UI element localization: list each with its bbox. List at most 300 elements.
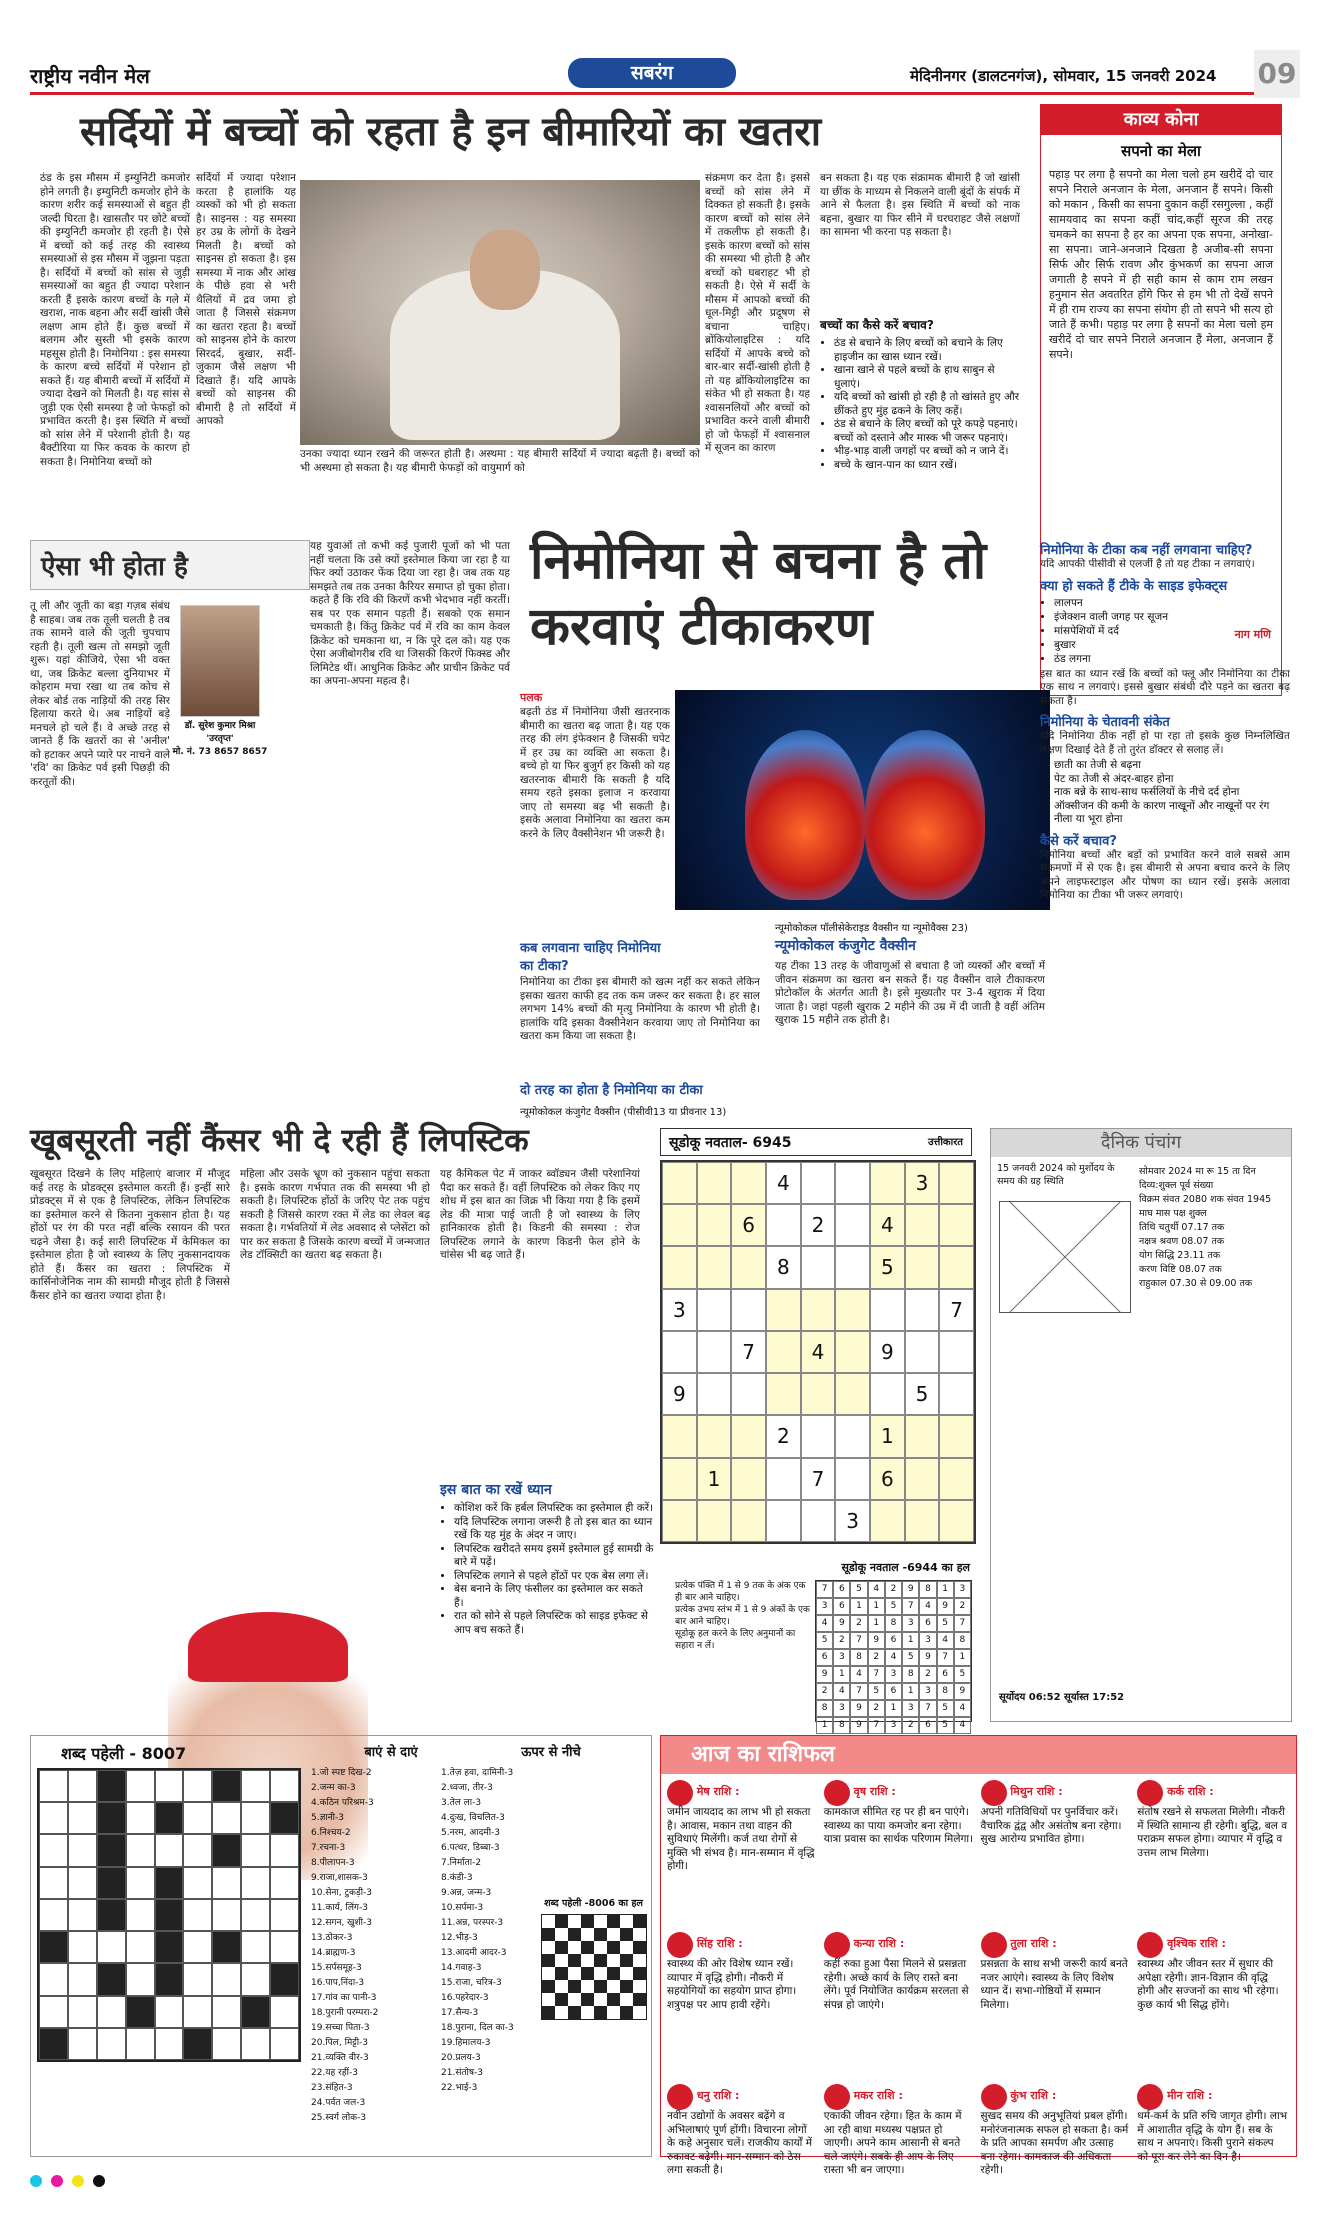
sudoku-cell[interactable] <box>662 1415 697 1457</box>
crossword-cell[interactable] <box>68 1770 97 1802</box>
crossword-cell[interactable] <box>270 1834 299 1866</box>
sudoku-answer-cell: 1 <box>833 1666 850 1683</box>
rashi-card <box>824 1932 974 2080</box>
sudoku-cell[interactable] <box>835 1331 870 1373</box>
sudoku-cell[interactable] <box>697 1246 732 1288</box>
crossword-cell[interactable] <box>97 1899 126 1931</box>
page-number: 09 <box>1254 50 1300 98</box>
crossword-cell[interactable] <box>212 1963 241 1995</box>
sudoku-cell[interactable] <box>905 1331 940 1373</box>
sudoku-cell[interactable] <box>766 1331 801 1373</box>
sudoku-answer-cell: 2 <box>868 1700 885 1717</box>
sudoku-cell[interactable] <box>766 1204 801 1246</box>
red-hat-shape <box>188 1612 348 1682</box>
crossword-grid <box>37 1768 301 2062</box>
story3-sub1-text: निमोनिया का टीका इस बीमारी को खत्म नहीं कर सकते लेकिन इसका खतरा काफी हद तक कम जरूर कर सकता है। हर साल लगभग 14% बच्चों की मृत्यु निमोनिया के कारण भी होती है। हालांकि यदि इसका वैक्सीनेशन करवाया जाए तो निमोनिया का खतरा कम किया जा सकता है। <box>520 976 760 1042</box>
rashi-card <box>824 2084 974 2232</box>
story3-sub1: कब लगवाना चाहिए निमोनिया का टीका? <box>520 941 661 974</box>
sudoku-cell[interactable]: 7 <box>731 1331 766 1373</box>
page-header <box>30 58 1295 95</box>
crossword-cell[interactable] <box>270 2028 299 2060</box>
crossword-cell[interactable] <box>212 2028 241 2060</box>
clue-item: 17.गांव का पानी-3 <box>311 1993 377 2003</box>
crossword-cell[interactable] <box>241 1770 270 1802</box>
sudoku-cell[interactable] <box>870 1162 905 1204</box>
sudoku-cell[interactable] <box>731 1500 766 1542</box>
crossword-cell[interactable] <box>241 1996 270 2028</box>
panchang-line: विक्रम संवत 2080 शक संवत 1945 <box>1139 1194 1272 1205</box>
sudoku-cell[interactable] <box>870 1289 905 1331</box>
sudoku-cell[interactable] <box>835 1415 870 1457</box>
poem-box-title: काव्य कोना <box>1041 105 1281 135</box>
list-item: • रात को सोने से पहले लिपस्टिक को साइड इफेक्ट से आप बच सकते हैं। <box>454 1610 654 1637</box>
sudoku-cell[interactable]: 6 <box>731 1204 766 1246</box>
sudoku-answer-cell: 9 <box>816 1666 833 1683</box>
sudoku-cell[interactable]: 8 <box>766 1246 801 1288</box>
zodiac-icon <box>824 1780 850 1806</box>
crossword-cell[interactable] <box>39 1770 68 1802</box>
side-head-2: क्या हो सकते हैं टीके के साइड इफेक्ट्स <box>1040 578 1228 594</box>
side-text-2: इस बात का ध्यान रखें कि बच्चों को फ्लू और निमोनिया का टीका एक साथ न लगवाएं। इससे बुखार संबंधी दौरे पड़ने का खतरा बढ़ सकता है। <box>1040 667 1290 707</box>
sudoku-answer-cell: 8 <box>816 1700 833 1717</box>
sudoku-cell[interactable]: 1 <box>870 1415 905 1457</box>
clue-item: 17.सैन्य-3 <box>441 2008 479 2018</box>
crossword-cell[interactable] <box>39 1899 68 1931</box>
crossword-cell[interactable] <box>270 1899 299 1931</box>
crossword-cell[interactable] <box>68 1802 97 1834</box>
crossword-cell[interactable] <box>126 1899 155 1931</box>
crossword-cell[interactable] <box>212 1996 241 2028</box>
sudoku-cell[interactable]: 1 <box>697 1458 732 1500</box>
crossword-cell[interactable] <box>155 1963 184 1995</box>
story3-sidebar <box>1040 540 1290 1180</box>
sudoku-cell[interactable] <box>905 1458 940 1500</box>
crossword-cell[interactable] <box>97 1867 126 1899</box>
sudoku-cell[interactable] <box>939 1246 974 1288</box>
crossword-cell[interactable] <box>155 1996 184 2028</box>
sudoku-cell[interactable]: 4 <box>766 1162 801 1204</box>
rashi-name: सिंह राशि : <box>693 1937 743 1950</box>
crossword-cell[interactable] <box>39 1867 68 1899</box>
crossword-cell[interactable] <box>183 1834 212 1866</box>
list-item: • बुखार <box>1054 638 1290 652</box>
crossword-cell[interactable] <box>68 1834 97 1866</box>
story3-intro: बढ़ती ठंड में निमोनिया जैसी खतरनाक बीमारी का खतरा बढ़ जाता है। यह एक तरह की लंग इंफेक्शन है जिसकी चपेट में हर उम्र का व्यक्ति आ सकता है। बच्चे हो या फिर बुजुर्ग हर किसी को यह खतरनाक बीमारी कि सकती है यदि समय रहते इसका इलाज न करवाया जाए तो समस्या बढ़ भी सकती है। इसके अलावा निमोनिया का खतरा कम करने के लिए वैक्सीनेशन भी जरूरी है। <box>520 706 670 840</box>
crossword-cell[interactable] <box>68 2028 97 2060</box>
story4-care-subhead: इस बात का रखें ध्यान <box>440 1482 552 1498</box>
clue-item: 12.सगन, खुशी-3 <box>311 1918 372 1928</box>
sudoku-cell[interactable] <box>731 1246 766 1288</box>
clue-item: 19.हिमालय-3 <box>441 2038 491 2048</box>
crossword-cell[interactable] <box>68 1996 97 2028</box>
sudoku-answer-cell: 9 <box>954 1683 971 1700</box>
crossword-cell[interactable] <box>39 1996 68 2028</box>
clue-item: 1.तेज़ हवा, दामिनी-3 <box>441 1768 514 1778</box>
list-item: • छाती का तेजी से बढ़ना <box>1054 759 1290 773</box>
crossword-cell[interactable] <box>241 1802 270 1834</box>
sudoku-cell[interactable] <box>939 1500 974 1542</box>
sudoku-cell[interactable] <box>697 1204 732 1246</box>
sudoku-answer-title: सूडोकू नवताल -6944 का हल <box>841 1561 970 1574</box>
story4-care-list <box>440 1502 654 1637</box>
rashi-card <box>981 1932 1131 2080</box>
sudoku-cell[interactable] <box>835 1289 870 1331</box>
sudoku-answer-cell: 1 <box>885 1700 902 1717</box>
crossword-cell[interactable] <box>270 1867 299 1899</box>
story1-col2: सर्दियों में ज्यादा परेशान करता है हालांकि यह व्यस्कों को भी हो सकता है। साइनस : यह समस्या हर उम्र के लोगों के देखने मिलती है। बच्चों को साइनस हो सकता है। इस समस्या में नाक और आंख के पीछे हवा से भरी थैलियों में द्रव जमा हो जाता है जिससे संक्रमण का खतरा रहता है। बच्चों को साइनस होने के कारण सिरदर्द, बुखार, सर्दी-जुकाम जैसे लक्षण भी दिखाते हैं। यदि आपके बच्चों को साइनस की बीमारी है तो सर्दियों में आपको <box>196 172 296 427</box>
rashi-name: धनु राशि : <box>693 2089 740 2102</box>
clue-item: 6.निश्चय-2 <box>311 1828 351 1838</box>
sudoku-cell[interactable] <box>939 1415 974 1457</box>
crossword-cell[interactable] <box>126 1802 155 1834</box>
crossword-cell[interactable] <box>126 1963 155 1995</box>
sudoku-cell[interactable] <box>662 1162 697 1204</box>
rashi-name: कर्क राशि : <box>1163 1785 1214 1798</box>
crossword-cell[interactable] <box>212 1802 241 1834</box>
clue-item: 16.पहरेदार-3 <box>441 1993 489 2003</box>
sudoku-cell[interactable]: 3 <box>905 1162 940 1204</box>
zodiac-icon <box>667 2084 693 2110</box>
yellow-dot <box>72 2175 84 2187</box>
sudoku-cell[interactable] <box>731 1373 766 1415</box>
sudoku-cell[interactable]: 3 <box>835 1500 870 1542</box>
sudoku-cell[interactable] <box>939 1331 974 1373</box>
crossword-cell[interactable] <box>155 1770 184 1802</box>
crossword-cell[interactable] <box>39 2028 68 2060</box>
crossword-cell[interactable] <box>97 1770 126 1802</box>
clue-item: 24.पर्वत जल-3 <box>311 2098 366 2108</box>
sudoku-cell[interactable] <box>835 1204 870 1246</box>
sudoku-cell[interactable] <box>835 1162 870 1204</box>
sudoku-cell[interactable] <box>801 1500 836 1542</box>
sudoku-answer-cell: 6 <box>885 1683 902 1700</box>
sudoku-cell[interactable] <box>766 1500 801 1542</box>
story4-col3: यह कैमिकल पेट में जाकर ब्वॉड्यन जैसी परेशानियां पैदा कर सकते हैं। वहीं लिपस्टिक को लेकर किए गए शोध में इस बात का जिक्र भी किया गया है कि इसमें लेड की मात्रा पाई जाती है जो स्वास्थ्य के लिए हानिकारक होती है। किडनी की समस्या : रोज लिपस्टिक लगाने के कारण किडनी फेल होने के चांसेस भी बढ़ जाते हैं। <box>440 1168 640 1261</box>
rashi-card <box>667 1932 817 2080</box>
crossword-cell[interactable] <box>68 1963 97 1995</box>
crossword-cell[interactable] <box>241 1963 270 1995</box>
sudoku-answer-cell: 1 <box>868 1598 885 1615</box>
sudoku-answer-cell: 2 <box>868 1649 885 1666</box>
sudoku-cell[interactable] <box>731 1458 766 1500</box>
crossword-cell[interactable] <box>183 1931 212 1963</box>
crossword-cell[interactable] <box>155 1834 184 1866</box>
rashi-text: अपनी गतिविधियों पर पुनर्विचार करें। वैचारिक द्वंद्व और असंतोष बना रहेगा। सुख आरोग्य प्रभावित होगा। <box>980 1806 1122 1845</box>
clue-item: 8.कंडी-3 <box>441 1873 473 1883</box>
crossword-cell[interactable] <box>97 1834 126 1866</box>
sudoku-cell[interactable] <box>662 1246 697 1288</box>
sudoku-cell[interactable] <box>662 1458 697 1500</box>
sudoku-cell[interactable] <box>697 1331 732 1373</box>
sudoku-cell[interactable] <box>870 1373 905 1415</box>
sudoku-answer-cell: 9 <box>902 1581 919 1598</box>
crossword-cell[interactable] <box>241 1899 270 1931</box>
sudoku-cell[interactable]: 9 <box>662 1373 697 1415</box>
story1-photo-child-sneezing <box>300 180 700 445</box>
sudoku-cell[interactable]: 2 <box>801 1204 836 1246</box>
crossword-cell[interactable] <box>126 2028 155 2060</box>
rashi-text: संतोष रखने से सफलता मिलेगी। नौकरी में स्थिति सामान्य ही रहेगी। बुद्धि, बल व पराक्रम सफल होगा। व्यापार में वृद्धि व उत्तम लाभ मिलेगा। <box>1137 1806 1288 1859</box>
sudoku-cell[interactable] <box>939 1458 974 1500</box>
sudoku-title-bar <box>660 1128 972 1156</box>
sudoku-answer-cell: 3 <box>902 1700 919 1717</box>
rule-item: प्रत्येक उभय स्तंभ में 1 से 9 अंकों के एक बार आने चाहिए। <box>675 1605 810 1627</box>
sudoku-cell[interactable]: 5 <box>905 1373 940 1415</box>
sudoku-cell[interactable] <box>905 1204 940 1246</box>
sudoku-answer-cell: 2 <box>833 1632 850 1649</box>
sudoku-cell[interactable] <box>905 1246 940 1288</box>
sudoku-cell[interactable] <box>835 1373 870 1415</box>
zodiac-icon <box>981 1932 1007 1958</box>
clue-item: 16.पाप,निंदा-3 <box>311 1978 365 1988</box>
story3-sub3: न्यूमोकोकल कंजुगेट वैक्सीन <box>775 938 916 954</box>
sudoku-cell[interactable] <box>662 1500 697 1542</box>
crossword-cell[interactable] <box>212 1931 241 1963</box>
story1-bullets <box>820 337 1020 472</box>
zodiac-icon <box>824 2084 850 2110</box>
sudoku-cell[interactable] <box>801 1162 836 1204</box>
story3-byline: पलक <box>520 691 543 704</box>
sudoku-cell[interactable] <box>870 1500 905 1542</box>
list-item: • यदि बच्चों को खांसी हो रही है तो खांसते हुए और छींकते हुए मुंह ढकने के लिए कहें। <box>834 391 1020 418</box>
panchang-line: दिव्य:शुक्ल पूर्व संख्या <box>1139 1180 1214 1191</box>
sudoku-answer-cell: 1 <box>954 1649 971 1666</box>
crossword-cell[interactable] <box>183 1899 212 1931</box>
sudoku-cell[interactable] <box>905 1289 940 1331</box>
crossword-cell[interactable] <box>97 1996 126 2028</box>
crossword-cell[interactable] <box>183 1770 212 1802</box>
crossword-cell[interactable] <box>126 1834 155 1866</box>
sudoku-cell[interactable] <box>766 1289 801 1331</box>
sudoku-answer-cell: 3 <box>919 1632 936 1649</box>
down-title: ऊपर से नीचे <box>521 1745 581 1760</box>
crossword-cell[interactable] <box>212 1834 241 1866</box>
sudoku-cell[interactable] <box>731 1289 766 1331</box>
side-text-3: यदि निमोनिया ठीक नहीं हो पा रहा तो इसके कुछ निम्नलिखित लक्षण दिखाई देते हैं तो तुरंत डॉक्टर से सलाह लें। <box>1040 730 1290 756</box>
crossword-cell[interactable] <box>68 1867 97 1899</box>
sudoku-answer-cell: 2 <box>902 1717 919 1734</box>
sudoku-answer-cell: 5 <box>885 1598 902 1615</box>
sudoku-rules <box>675 1580 810 1652</box>
sudoku-cell[interactable] <box>835 1458 870 1500</box>
sudoku-cell[interactable] <box>662 1331 697 1373</box>
crossword-cell[interactable] <box>183 1963 212 1995</box>
sudoku-cell[interactable]: 3 <box>662 1289 697 1331</box>
sudoku-cell[interactable] <box>939 1373 974 1415</box>
crossword-cell[interactable] <box>39 1802 68 1834</box>
sudoku-answer-cell: 7 <box>868 1717 885 1734</box>
crossword-cell[interactable] <box>126 1996 155 2028</box>
sudoku-answer-cell: 4 <box>937 1632 954 1649</box>
sudoku-cell[interactable]: 6 <box>870 1458 905 1500</box>
rashi-text: नवीन उद्योगों के अवसर बढ़ेंगे व अभिलाषाएं पूर्ण होंगी। विचारना लोगों के कहे अनुसार चलें। राजकीय कार्यों में रुकावट बढ़ेगी। मान-सम्मान को ठेस लगा सकती है। <box>667 2110 813 2176</box>
clue-item: 21.व्यक्ति वीर-3 <box>311 2053 369 2063</box>
clue-item: 21.संतोष-3 <box>441 2068 484 2078</box>
sudoku-cell[interactable] <box>731 1415 766 1457</box>
sudoku-cell[interactable] <box>697 1373 732 1415</box>
crossword-cell[interactable] <box>183 2028 212 2060</box>
crossword-cell[interactable] <box>241 1867 270 1899</box>
sudoku-cell[interactable]: 7 <box>801 1458 836 1500</box>
sudoku-cell[interactable] <box>801 1289 836 1331</box>
crossword-cell[interactable] <box>270 1802 299 1834</box>
sudoku-grid <box>660 1160 976 1544</box>
sudoku-answer-cell: 7 <box>937 1649 954 1666</box>
sudoku-cell[interactable] <box>662 1204 697 1246</box>
story3-sub2-text: न्यूमोकोकल कंजुगेट वैक्सीन (पीसीवी13 या प्रीवनार 13) <box>520 1107 727 1118</box>
clue-item: 10.सर्पमा-3 <box>441 1903 484 1913</box>
black-dot <box>93 2175 105 2187</box>
crossword-cell[interactable] <box>155 1899 184 1931</box>
sudoku-cell[interactable] <box>801 1373 836 1415</box>
rashi-card <box>981 2084 1131 2232</box>
rashi-name: कुंभ राशि : <box>1006 2089 1057 2102</box>
zodiac-icon <box>667 1932 693 1958</box>
sudoku-answer-cell: 6 <box>919 1615 936 1632</box>
crossword-cell[interactable] <box>155 1931 184 1963</box>
sudoku-answer-cell: 3 <box>954 1581 971 1598</box>
rashi-text: स्वास्थ्य और जीवन स्तर में सुधार की अपेक्षा रहेगी। ज्ञान-विज्ञान की वृद्धि होगी और सज्जनों का साथ भी रहेगा। कुछ कार्य भी सिद्ध होंगे। <box>1137 1958 1279 2011</box>
sudoku-title: सूडोकू नवताल- 6945 <box>669 1135 792 1151</box>
rashi-text: जमीन जायदाद का लाभ भी हो सकता है। आवास, मकान तथा वाहन की सुविधाएं मिलेंगी। कर्ज तथा रोगों से मुक्ति भी संभव है। मान-सम्मान में वृद्धि होगी। <box>667 1806 815 1872</box>
sudoku-answer-cell: 3 <box>833 1700 850 1717</box>
panchang-box <box>990 1128 1292 1722</box>
panchang-line: नक्षत्र श्रवण 08.07 तक <box>1139 1236 1225 1247</box>
rashi-name: मकर राशि : <box>849 2089 903 2102</box>
sudoku-answer-cell: 1 <box>850 1598 867 1615</box>
crossword-cell[interactable] <box>68 1931 97 1963</box>
crossword-grid-wrap <box>37 1768 301 2062</box>
side-text-4: निमोनिया बच्चों और बड़ों को प्रभावित करने वाले सबसे आम संक्रमणों में से एक है। इस बीमारी से अपना बचाव करने के लिए अपने लाइफस्टाइल और पोषण का ध्यान रखें। इसके अलावा निमोनिया का टीका भी जरूर लगवाएं। <box>1040 848 1290 901</box>
crossword-cell[interactable] <box>241 1834 270 1866</box>
print-registration-bar <box>30 2172 1295 2184</box>
side-head-3: निमोनिया के चेतावनी संकेत <box>1040 715 1170 730</box>
sudoku-cell[interactable] <box>835 1246 870 1288</box>
crossword-cell[interactable] <box>270 1770 299 1802</box>
crossword-cell[interactable] <box>241 1931 270 1963</box>
sudoku-answer-cell: 5 <box>937 1717 954 1734</box>
sudoku-cell[interactable] <box>697 1500 732 1542</box>
crossword-cell[interactable] <box>212 1899 241 1931</box>
story3-headline: निमोनिया से बचना है तो करवाएं टीकाकरण <box>530 530 987 657</box>
sudoku-cell[interactable] <box>766 1458 801 1500</box>
crossword-cell[interactable] <box>126 1867 155 1899</box>
sudoku-cell[interactable] <box>766 1373 801 1415</box>
crossword-cell[interactable] <box>183 1802 212 1834</box>
rashi-text: प्रसन्नता के साथ सभी जरूरी कार्य बनते नजर आएंगे। स्वास्थ्य के लिए विशेष ध्यान दें। सभा-गोष्ठियों में सम्मान मिलेगा। <box>980 1958 1128 2011</box>
crossword-cell[interactable] <box>39 1963 68 1995</box>
sudoku-cell[interactable] <box>905 1500 940 1542</box>
sudoku-answer-cell: 8 <box>850 1649 867 1666</box>
crossword-cell[interactable] <box>68 1899 97 1931</box>
list-item: • बेस बनाने के लिए फंसीलर का इस्तेमाल कर सकते हैं। <box>454 1583 654 1610</box>
crossword-cell[interactable] <box>126 1770 155 1802</box>
clue-item: 19.सच्चा पिता-3 <box>311 2023 370 2033</box>
lungs-illustration <box>675 690 1050 910</box>
sudoku-answer-cell: 5 <box>937 1615 954 1632</box>
clue-item: 9.अन्न, जन्म-3 <box>441 1888 492 1898</box>
rashi-name: वृष राशि : <box>849 1785 896 1798</box>
crossword-cell[interactable] <box>155 1867 184 1899</box>
clue-item: 9.राजा,शासक-3 <box>311 1873 368 1883</box>
sudoku-cell[interactable] <box>697 1415 732 1457</box>
crossword-cell[interactable] <box>97 1802 126 1834</box>
sudoku-cell[interactable] <box>697 1162 732 1204</box>
sudoku-answer-cell: 4 <box>919 1598 936 1615</box>
zodiac-icon <box>824 1932 850 1958</box>
sudoku-answer-cell: 8 <box>885 1615 902 1632</box>
sudoku-cell[interactable]: 2 <box>766 1415 801 1457</box>
sudoku-cell[interactable] <box>731 1162 766 1204</box>
crossword-cell[interactable] <box>97 1963 126 1995</box>
clue-item: 2.जन्म का-3 <box>311 1783 356 1793</box>
list-item: • इंजेक्शन वाली जगह पर सूजन <box>1054 610 1290 624</box>
sudoku-cell[interactable]: 5 <box>870 1246 905 1288</box>
sudoku-cell[interactable] <box>939 1162 974 1204</box>
sudoku-cell[interactable]: 9 <box>870 1331 905 1373</box>
crossword-cell[interactable] <box>270 1996 299 2028</box>
story4-col2: महिला और उसके भ्रूण को नुकसान पहुंचा सकता है। इसके कारण गर्भपात तक की समस्या भी हो सकती है। लिपस्टिक होंठों के जरिए पेट तक पहुंच सकती है जिससे कारण रक्त में लेड का लेवल बढ़ सकता है। गर्भवतियों में लेड अवसाद से प्लेसेंटा को पार कर सकता है जिसके कारण बच्चों में जन्मजात लेड टॉक्सिटी का खतरा बढ़ सकता है। <box>240 1168 430 1261</box>
sudoku-answer-cell: 7 <box>919 1700 936 1717</box>
crossword-cell[interactable] <box>97 1931 126 1963</box>
crossword-cell[interactable] <box>183 1867 212 1899</box>
clue-item: 7.निर्माता-2 <box>441 1858 482 1868</box>
sudoku-answer-cell: 1 <box>816 1717 833 1734</box>
child-face-shape <box>470 230 540 310</box>
sudoku-answer-cell: 6 <box>833 1581 850 1598</box>
rashi-card <box>1137 1932 1287 2080</box>
crossword-cell[interactable] <box>97 2028 126 2060</box>
list-item: • लिपस्टिक खरीदते समय इसमें इस्तेमाल हुई सामग्री के बारे में पढ़ें। <box>454 1543 654 1570</box>
crossword-cell[interactable] <box>212 1770 241 1802</box>
panchang-rise-set: सूर्योदय 06:52 सूर्यास्त 17:52 <box>999 1692 1125 1703</box>
sudoku-cell[interactable] <box>697 1289 732 1331</box>
zodiac-icon <box>981 2084 1007 2110</box>
crossword-cell[interactable] <box>212 1867 241 1899</box>
clue-item: 7.रचना-3 <box>311 1843 346 1853</box>
crossword-cell[interactable] <box>270 1931 299 1963</box>
sudoku-answer-cell: 4 <box>954 1700 971 1717</box>
sudoku-cell[interactable] <box>939 1204 974 1246</box>
side-effects-list <box>1040 596 1290 666</box>
sudoku-cell[interactable]: 4 <box>870 1204 905 1246</box>
crossword-cell[interactable] <box>155 1802 184 1834</box>
sudoku-answer-cell: 1 <box>902 1683 919 1700</box>
crossword-cell[interactable] <box>270 1963 299 1995</box>
list-item: • यदि लिपस्टिक लगाना जरूरी है तो इस बात का ध्यान रखें कि यह मुंह के अंदर न जाए। <box>454 1516 654 1543</box>
sudoku-answer-cell: 6 <box>885 1632 902 1649</box>
crossword-cell[interactable] <box>39 1834 68 1866</box>
crossword-cell[interactable] <box>183 1996 212 2028</box>
crossword-cell[interactable] <box>241 2028 270 2060</box>
crossword-cell[interactable] <box>155 2028 184 2060</box>
clue-item: 10.सेना, टुकड़ी-3 <box>311 1888 373 1898</box>
sudoku-cell[interactable]: 4 <box>801 1331 836 1373</box>
sudoku-cell[interactable] <box>801 1415 836 1457</box>
crossword-cell[interactable] <box>39 1931 68 1963</box>
sudoku-answer-cell: 4 <box>816 1615 833 1632</box>
sudoku-cell[interactable] <box>905 1415 940 1457</box>
clue-item: 8.पीलापन-3 <box>311 1858 355 1868</box>
crossword-cell[interactable] <box>126 1931 155 1963</box>
sudoku-answer-cell: 8 <box>919 1581 936 1598</box>
side-text-1: यदि आपकी पीसीवी से एलर्जी है तो यह टीका न लगवाएं। <box>1040 558 1255 570</box>
author-phone: मो. नं. 73 8657 8657 <box>172 747 268 757</box>
sudoku-cell[interactable] <box>801 1246 836 1288</box>
sudoku-cell[interactable]: 7 <box>939 1289 974 1331</box>
sudoku-answer-cell: 4 <box>850 1666 867 1683</box>
zodiac-icon <box>981 1780 1007 1806</box>
